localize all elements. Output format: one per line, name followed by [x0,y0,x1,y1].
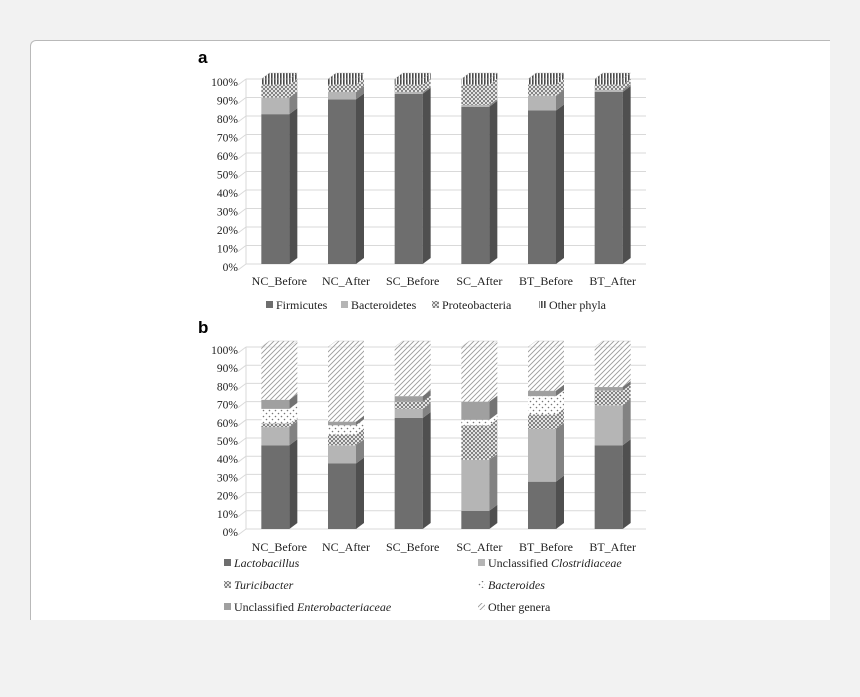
bar-segment-unclassified-enterobacteriaceae [395,396,423,401]
legend-swatch-turicibacter [224,581,231,588]
bar-side-turicibacter [489,419,497,460]
gridline-depth [238,511,246,517]
bar-segment-turicibacter [261,423,289,427]
y-tick-label: 70% [216,132,238,145]
y-tick-label: 70% [216,399,238,412]
bar-segment-unclassified-enterobacteriaceae [461,402,489,420]
gridline-depth [238,264,246,270]
bar-segment-other-genera [395,347,423,396]
y-tick-label: 10% [216,243,238,256]
bar-segment-other-genera [261,347,289,400]
gridline-depth [238,227,246,233]
bar-segment-other-genera [528,347,556,391]
y-tick-label: 80% [216,381,238,394]
bar-segment-unclassified-clostridiaceae [261,427,289,445]
bar-segment-bacteroidetes [395,92,423,94]
panel-a-letter: a [198,49,208,67]
gridline-depth [238,98,246,104]
bar-segment-other-phyla [261,79,289,85]
bar-side-firmicutes [289,108,297,264]
x-category-label: NC_After [322,274,370,288]
bar-side-lactobacillus [556,476,564,529]
gridline-depth [238,493,246,499]
bar-segment-proteobacteria [261,85,289,98]
legend-swatch-other-genera [478,603,485,610]
bar-side-unclassified-clostridiaceae [623,399,631,445]
gridline-depth [238,116,246,122]
y-tick-label: 50% [216,169,238,182]
legend-swatch-enterobacteriaceae [224,603,231,610]
bar-segment-unclassified-clostridiaceae [328,445,356,463]
bar-segment-firmicutes [395,94,423,264]
panel-a-chart [211,73,646,288]
legend-label-firmicutes: Firmicutes [276,298,328,312]
gridline-depth [238,246,246,252]
panel-b-chart [211,341,646,554]
gridline-depth [238,420,246,426]
bar-segment-bacteroides [461,420,489,425]
bar-side-unclassified-clostridiaceae [556,423,564,482]
bar-side-lactobacillus [623,439,631,529]
bar-segment-firmicutes [461,107,489,264]
bar-segment-unclassified-clostridiaceae [595,405,623,445]
bar-segment-lactobacillus [528,482,556,529]
y-tick-label: 100% [211,77,238,89]
legend-swatch-bacteroides [478,581,485,588]
x-category-label: SC_After [456,274,503,288]
legend-swatch-clostridiaceae [478,559,485,566]
bar-segment-lactobacillus [395,418,423,529]
bar-segment-firmicutes [328,99,356,264]
legend-swatch-firmicutes [266,301,273,308]
bar-side-firmicutes [423,88,431,264]
gridline-depth [238,153,246,159]
bar-side-firmicutes [623,86,631,264]
bar-side-lactobacillus [423,412,431,529]
bar-segment-firmicutes [528,110,556,264]
x-category-label: BT_Before [519,274,573,288]
bar-side-other-genera [423,341,431,396]
gridline-depth [238,438,246,444]
bar-side-other-genera [623,341,631,387]
y-tick-label: 20% [216,490,238,503]
bar-segment-unclassified-clostridiaceae [461,460,489,511]
bar-segment-unclassified-enterobacteriaceae [328,422,356,426]
bar-segment-other-genera [328,347,356,422]
legend-label-proteobacteria: Proteobacteria [442,298,512,312]
bar-segment-turicibacter [395,402,423,409]
bar-segment-other-genera [595,347,623,387]
bar-segment-lactobacillus [595,445,623,529]
bar-segment-bacteroides [261,409,289,424]
bar-segment-turicibacter [461,425,489,460]
x-category-label: BT_After [589,540,636,554]
legend-label-bacteroidetes: Bacteroidetes [351,298,417,312]
gridline-depth [238,365,246,371]
bar-segment-bacteroidetes [528,96,556,111]
bar-segment-unclassified-enterobacteriaceae [595,387,623,391]
y-tick-label: 30% [216,472,238,485]
gridline-depth [238,474,246,480]
bar-segment-other-phyla [595,79,623,85]
legend-label-enterobacteriaceae: Unclassified Enterobacteriaceae [234,600,392,614]
bar-segment-proteobacteria [461,85,489,105]
y-tick-label: 40% [216,454,238,467]
figure [196,49,671,619]
bar-segment-bacteroides [328,425,356,434]
x-category-label: NC_After [322,540,370,554]
y-tick-label: 0% [222,262,238,274]
bar-segment-lactobacillus [328,463,356,529]
bar-side-unclassified-clostridiaceae [489,454,497,511]
bar-segment-turicibacter [328,434,356,445]
x-category-label: SC_After [456,540,503,554]
gridline-depth [238,347,246,353]
y-tick-label: 90% [216,95,238,108]
legend-a [266,298,607,312]
bar-side-other-genera [489,341,497,402]
bar-segment-unclassified-enterobacteriaceae [261,400,289,409]
bar-segment-other-phyla [328,79,356,85]
gridline-depth [238,79,246,85]
x-category-label: SC_Before [386,540,440,554]
y-tick-label: 50% [216,436,238,448]
bar-segment-unclassified-enterobacteriaceae [528,391,556,396]
y-tick-label: 60% [216,417,238,430]
x-category-label: NC_Before [251,540,307,554]
bar-segment-other-phyla [461,79,489,85]
bar-segment-unclassified-clostridiaceae [528,429,556,482]
bar-side-other-genera [289,341,297,400]
bar-segment-proteobacteria [595,85,623,91]
gridline-depth [238,529,246,535]
legend-label-bacteroides: Bacteroides [488,578,545,592]
x-category-label: BT_Before [519,540,573,554]
legend-swatch-lactobacillus [224,559,231,566]
figure-svg [196,49,671,619]
bar-segment-lactobacillus [261,445,289,529]
y-tick-label: 90% [216,363,238,376]
bar-segment-proteobacteria [528,85,556,96]
bar-segment-firmicutes [595,92,623,264]
y-tick-label: 40% [216,188,238,200]
y-tick-label: 100% [211,345,238,357]
gridline-depth [238,190,246,196]
bar-segment-bacteroides [528,396,556,414]
bar-side-firmicutes [356,93,364,264]
bar-side-other-genera [356,341,364,422]
bar-segment-firmicutes [261,114,289,264]
bar-segment-bacteroidetes [261,98,289,115]
bar-segment-lactobacillus [461,511,489,529]
legend-label-turicibacter: Turicibacter [234,578,294,592]
y-tick-label: 10% [216,508,238,521]
bar-segment-bacteroidetes [328,92,356,99]
legend-label-other-genera: Other genera [488,600,551,614]
bar-segment-other-phyla [528,79,556,85]
gridline-depth [238,456,246,462]
bar-segment-proteobacteria [395,85,423,92]
bar-segment-other-phyla [395,79,423,85]
legend-label-clostridiaceae: Unclassified Clostridiaceae [488,556,622,570]
y-tick-label: 60% [216,151,238,163]
x-category-label: BT_After [589,274,636,288]
bar-side-firmicutes [556,104,564,264]
legend-swatch-proteobacteria [432,301,439,308]
bar-segment-bacteroidetes [595,90,623,92]
gridline-depth [238,383,246,389]
bar-side-lactobacillus [356,457,364,529]
bar-segment-other-genera [461,347,489,402]
bar-segment-turicibacter [528,414,556,429]
bar-segment-proteobacteria [328,85,356,92]
x-category-label: NC_Before [251,274,307,288]
bar-side-lactobacillus [289,439,297,529]
gridline-depth [238,135,246,141]
bar-segment-turicibacter [595,391,623,406]
legend-swatch-other-phyla [539,301,546,308]
gridline-depth [238,402,246,408]
bar-segment-bacteroidetes [461,105,489,107]
bar-segment-unclassified-clostridiaceae [395,409,423,418]
x-category-label: SC_Before [386,274,440,288]
y-tick-label: 20% [216,225,238,237]
legend-label-other-phyla: Other phyla [549,298,606,312]
gridline-depth [238,209,246,215]
y-tick-label: 80% [216,114,238,126]
panel-b-letter: b [198,318,209,337]
legend-swatch-bacteroidetes [341,301,348,308]
y-tick-label: 30% [216,206,238,219]
bar-side-firmicutes [489,101,497,264]
bar-side-other-genera [556,341,564,391]
legend-label-lactobacillus: Lactobacillus [234,556,300,570]
gridline-depth [238,172,246,178]
legend-b [224,556,622,614]
y-tick-label: 0% [222,527,238,539]
